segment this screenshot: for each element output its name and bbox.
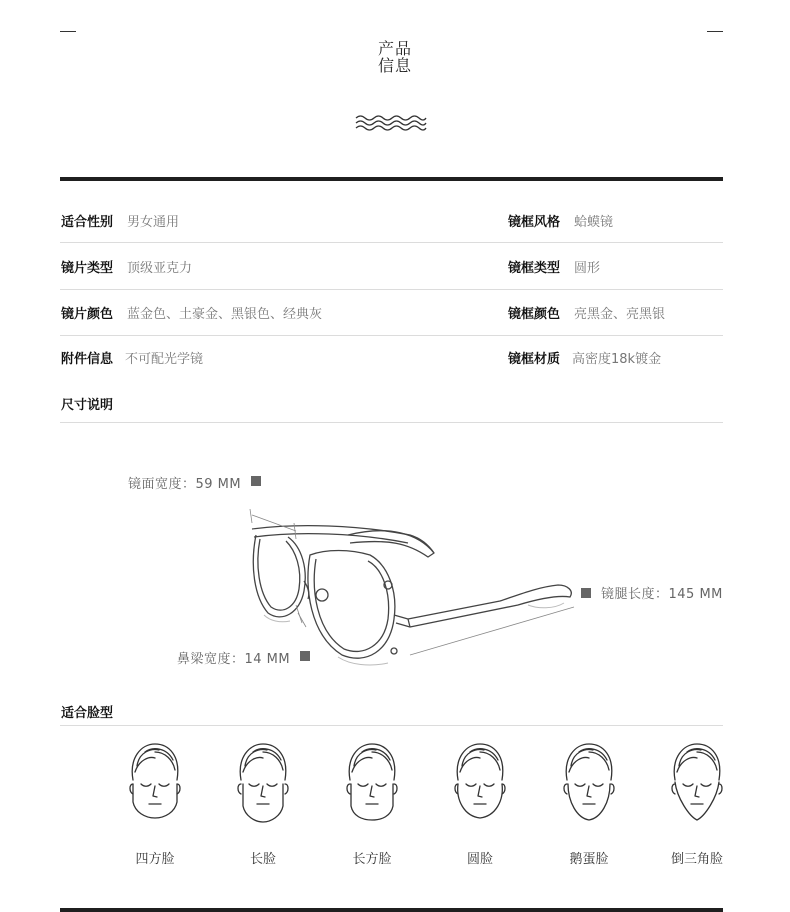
spec-label-frame-type: 镜框类型 (508, 261, 561, 276)
square-face-icon (125, 740, 185, 820)
right-corner-dash (707, 31, 723, 32)
face-label: 长脸 (249, 852, 276, 867)
spec-value-accessory: 不可配光学镜 (125, 352, 204, 367)
spec-value-gender: 男女通用 (127, 215, 180, 230)
face-label: 圆脸 (466, 852, 493, 867)
bottom-rule (60, 908, 723, 912)
spec-value-lens-type: 顶级亚克力 (127, 261, 193, 276)
top-rule (60, 177, 723, 181)
spec-divider (60, 242, 723, 243)
temple-length-marker (581, 588, 591, 598)
face-label: 长方脸 (352, 852, 392, 867)
face-section-label: 适合脸型 (61, 706, 114, 721)
face-label: 倒三角脸 (670, 852, 723, 867)
spec-divider (60, 335, 723, 336)
spec-label-lens-color: 镜片颜色 (61, 307, 114, 322)
bridge-width-label: 鼻梁宽度：14 MM (177, 652, 291, 667)
long-face-icon (233, 740, 293, 820)
spec-label-lens-type: 镜片类型 (61, 261, 114, 276)
spec-value-frame-material: 高密度18k镀金 (572, 352, 662, 367)
oval-face-icon (559, 740, 619, 820)
page-title (0, 40, 790, 74)
title-line-2: 信息 (377, 56, 412, 75)
face-label: 鹅蛋脸 (569, 852, 609, 867)
left-corner-dash (60, 31, 76, 32)
sunglasses-diagram-icon (238, 495, 578, 675)
spec-value-lens-color: 蓝金色、土豪金、黑银色、经典灰 (127, 307, 323, 322)
face-section-divider (60, 725, 723, 726)
wave-divider-icon (355, 114, 427, 134)
spec-label-gender: 适合性别 (61, 215, 114, 230)
rectangle-face-icon (342, 740, 402, 820)
temple-length-label: 镜腿长度：145 MM (601, 587, 723, 602)
size-section-label: 尺寸说明 (61, 398, 114, 413)
spec-value-frame-type: 圆形 (574, 261, 601, 276)
round-face-icon (450, 740, 510, 820)
spec-value-frame-color: 亮黑金、亮黑银 (574, 307, 666, 322)
size-section-divider (60, 422, 723, 423)
face-label: 四方脸 (135, 852, 175, 867)
spec-value-frame-style: 蛤蟆镜 (574, 215, 614, 230)
lens-width-label: 镜面宽度：59 MM (128, 477, 242, 492)
spec-label-accessory: 附件信息 (61, 352, 114, 367)
spec-label-frame-material: 镜框材质 (508, 352, 561, 367)
spec-divider (60, 289, 723, 290)
spec-label-frame-style: 镜框风格 (508, 215, 561, 230)
lens-width-marker (251, 476, 261, 486)
spec-label-frame-color: 镜框颜色 (508, 307, 561, 322)
inverted-triangle-face-icon (667, 740, 727, 820)
title-line-1: 产品 (377, 39, 412, 58)
